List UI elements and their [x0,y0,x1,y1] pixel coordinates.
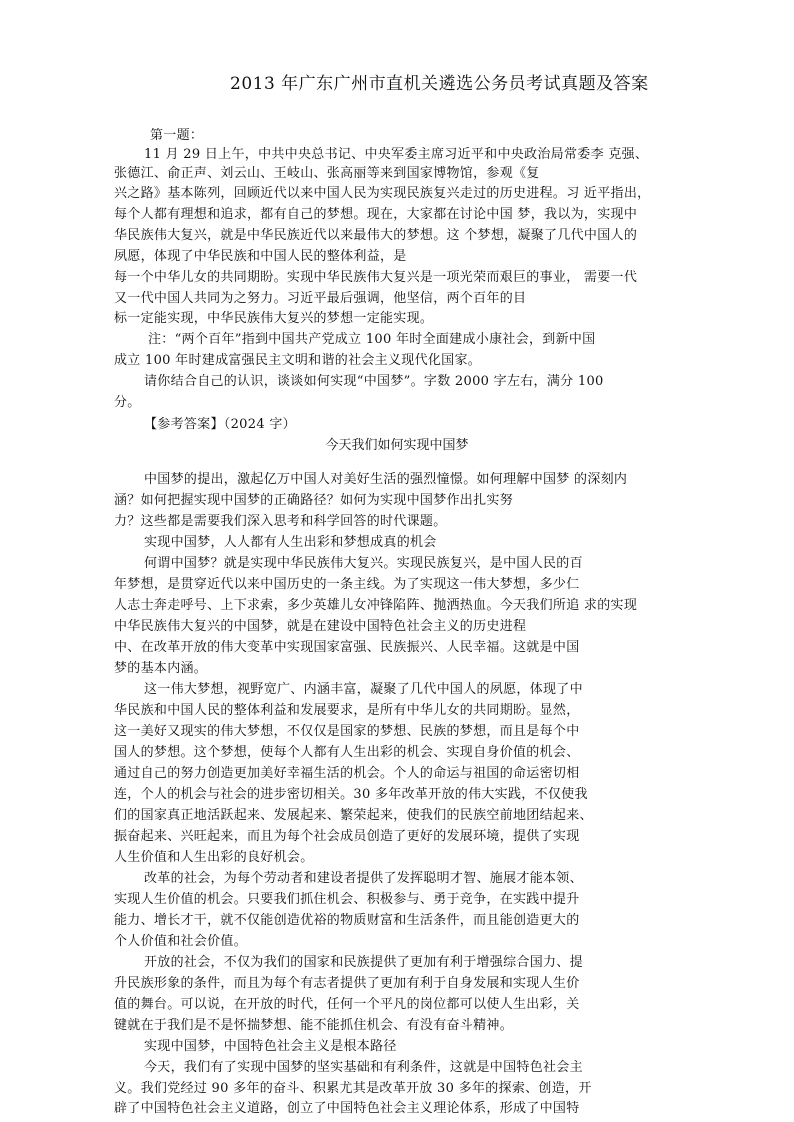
essay-line: 振奋起来、兴旺起来，而且为每个社会成员创造了更好的发展环境，提供了实现 [114,829,580,844]
question-prompt-line: 分。 [114,395,141,410]
essay-line: 涵？如何把握实现中国梦的正确路径？如何为实现中国梦作出扎实努 [114,493,514,508]
question-line: 华民族伟大复兴，就是中华民族近代以来最伟大的梦想。这 个梦想，凝聚了几代中国人的 [114,228,638,243]
essay-line: 梦的基本内涵。 [114,661,208,676]
essay-line: 这一伟大梦想，视野宽广、内涵丰富，凝聚了几代中国人的夙愿，体现了中 [144,682,583,697]
document-title: 2013 年广东广州市直机关遴选公务员考试真题及答案 [230,74,649,94]
essay-line: 个人价值和社会价值。 [114,934,248,949]
essay-line: 国人的梦想。这个梦想，使每个人都有人生出彩的机会、实现自身价值的机会、 [114,745,580,760]
question-note-line: 注：“两个百年”指到中国共产党成立 100 年时全面建成小康社会，到新中国 [148,332,596,347]
question-note-line: 成立 100 年时建成富强民主文明和谐的社会主义现代化国家。 [114,353,482,368]
essay-line: 中国梦的提出，激起亿万中国人对美好生活的强烈憧憬。如何理解中国梦 的深刻内 [144,472,628,487]
question-line: 又一代中国人共同为之努力。习近平最后强调，他坚信，两个百年的目 [114,291,527,306]
essay-line: 何谓中国梦？就是实现中华民族伟大复兴。实现民族复兴，是中国人民的百 [144,556,583,571]
essay-line: 们的国家真正地活跃起来、发展起来、繁荣起来，使我们的民族空前地团结起来、 [114,808,593,823]
essay-line: 升民族形象的条件，而且为每个有志者提供了更加有利于自身发展和实现人生价 [114,976,580,991]
question-prompt-line: 请你结合自己的认识，谈谈如何实现“中国梦”。字数 2000 字左右，满分 100 [144,374,604,389]
essay-line: 年梦想，是贯穿近代以来中国历史的一条主线。为了实现这一伟大梦想，多少仁 [114,577,580,592]
essay-line: 这一美好又现实的伟大梦想，不仅仅是国家的梦想、民族的梦想，而且是每个中 [114,724,580,739]
essay-title: 今天我们如何实现中国梦 [325,438,469,453]
essay-section-heading: 实现中国梦，中国特色社会主义是根本路径 [144,1039,397,1054]
essay-line: 能力、增长才干，就不仅能创造优裕的物质财富和生活条件，而且能创造更大的 [114,913,580,928]
question-line: 张德江、俞正声、刘云山、王岐山、张高丽等来到国家博物馆，参观《复 [114,166,540,181]
essay-line: 开放的社会，不仅为我们的国家和民族提供了更加有利于增强综合国力、提 [144,955,583,970]
question-line: 夙愿，体现了中华民族和中国人民的整体利益，是 [114,249,407,264]
question-line: 11 月 29 日上午，中共中央总书记、中央军委主席习近平和中央政治局常委李 克强、 [144,147,649,162]
essay-line: 中、在改革开放的伟大变革中实现国家富强、民族振兴、人民幸福。这就是中国 [114,640,580,655]
essay-line: 实现人生价值的机会。只要我们抓住机会、积极参与、勇于竞争，在实践中提升 [114,892,580,907]
essay-line: 键就在于我们是不是怀揣梦想、能不能抓住机会、有没有奋斗精神。 [114,1018,514,1033]
essay-line: 人生价值和人生出彩的良好机会。 [114,850,314,865]
question-line: 每一个中华儿女的共同期盼。实现中华民族伟大复兴是一项光荣而艰巨的事业， 需要一代 [114,270,638,285]
essay-line: 今天，我们有了实现中国梦的坚实基础和有利条件，这就是中国特色社会主 [144,1060,583,1075]
essay-line: 中华民族伟大复兴的中国梦，就是在建设中国特色社会主义的历史进程 [114,619,527,634]
essay-line: 连，个人的机会与社会的进步密切相关。30 多年改革开放的伟大实践，不仅使我 [114,787,588,802]
essay-line: 义。我们党经过 90 多年的奋斗、积累尤其是改革开放 30 多年的探索、创造，开 [114,1081,592,1096]
question-line: 兴之路》基本陈列，回顾近代以来中国人民为实现民族复兴走过的历史进程。习 近平指出， [114,186,651,201]
question-line: 每个人都有理想和追求，都有自己的梦想。现在，大家都在讨论中国 梦，我以为，实现中 [114,207,638,222]
essay-line: 华民族和中国人民的整体利益和发展要求，是所有中华儿女的共同期盼。显然， [114,703,580,718]
essay-line: 改革的社会，为每个劳动者和建设者提供了发挥聪明才智、施展才能本领、 [144,871,583,886]
essay-section-heading: 实现中国梦，人人都有人生出彩和梦想成真的机会 [144,535,437,550]
essay-line: 辟了中国特色社会主义道路，创立了中国特色社会主义理论体系，形成了中国特 [114,1101,580,1116]
answer-label: 【参考答案】（2024 字） [144,417,296,432]
essay-line: 值的舞台。可以说，在开放的时代，任何一个平凡的岗位都可以使人生出彩，关 [114,997,580,1012]
essay-line: 力？这些都是需要我们深入思考和科学回答的时代课题。 [114,514,447,529]
question-heading: 第一题： [150,128,204,143]
essay-line: 人志士奔走呼号、上下求索，多少英雄儿女冲锋陷阵、抛洒热血。今天我们所追 求的实现 [114,598,638,613]
essay-line: 通过自己的努力创造更加美好幸福生活的机会。个人的命运与祖国的命运密切相 [114,766,580,781]
question-line: 标一定能实现，中华民族伟大复兴的梦想一定能实现。 [114,311,434,326]
